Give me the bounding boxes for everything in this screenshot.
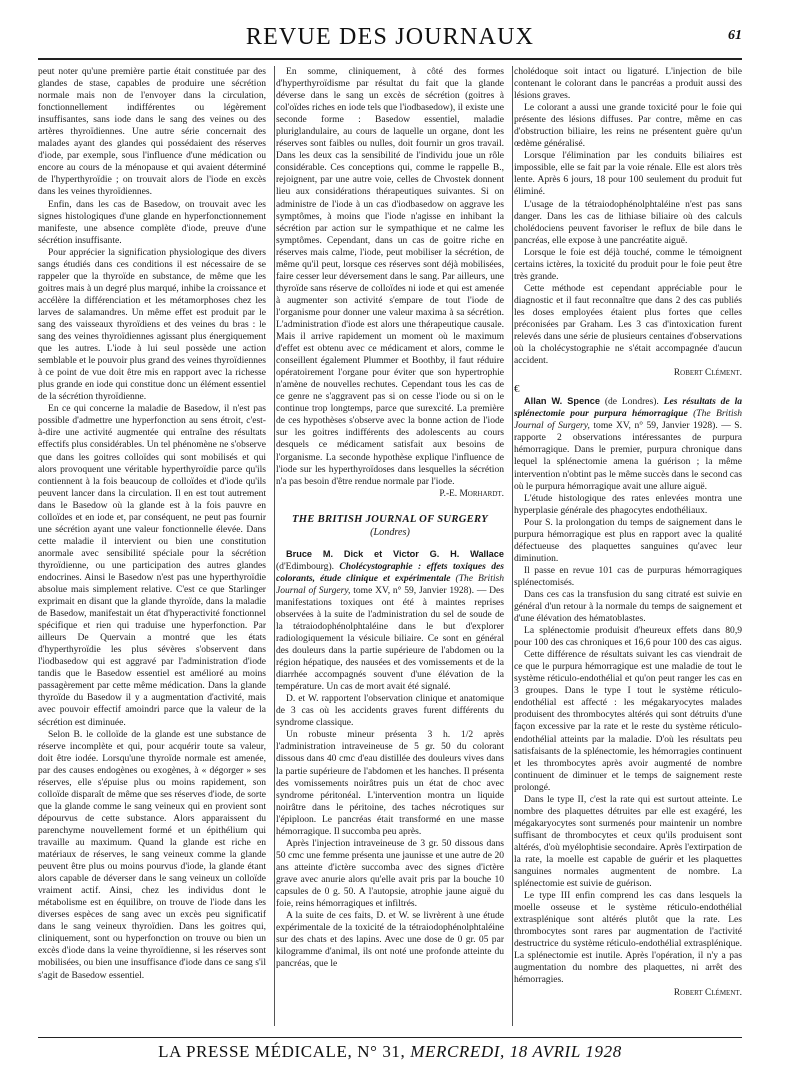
paragraph: La splénectomie produisit d'heureux effets dans 80,9 pour 100 des cas chroniques et 16,6 pour 100 des cas aigus. <box>514 625 742 649</box>
header-rule <box>38 58 742 60</box>
author-signature: Robert Clément. <box>673 368 742 379</box>
paragraph: A la suite de ces faits, D. et W. se livrèrent à une étude expérimentale de la toxicité de la tétraiodophénolphtaléine sur des chats et des lapins. Avec une dose de 0 gr. 05 par kilogramme d'animal, ils ont noté une profonde atteinte du pancréas, que le <box>276 910 504 970</box>
running-title: REVUE DES JOURNAUX <box>245 24 535 50</box>
article-lead: — S. rapporte 2 observations intéressantes de purpura hémorragique. Dans le premier, purpura chronique dans lequel la splénectomie amena la guérison ; la même intervention n'obtint pas le même succès dans le second cas où le purpura hémorragique avait une allure aiguë. <box>514 420 742 492</box>
text-columns <box>38 66 743 1032</box>
article-citation: (The British Journal of Surgery, <box>276 572 504 596</box>
article-authors: Allan W. Spence <box>524 396 600 407</box>
column-1 <box>38 66 266 1032</box>
column-2 <box>276 66 504 1032</box>
paragraph: Dans ces cas la transfusion du sang citraté est suivie en général d'un retour à la normale du temps de saignement et d'une élévation des hématoblastes. <box>514 588 742 625</box>
paragraph: En ce qui concerne la maladie de Basedow, il n'est pas possible d'admettre une hyperfonction au sens étroit, c'est-à-dire une activité augmentée qui entraîne des résultats effectifs plus considérables. Un tel phénomène ne s'observe que dans les goitres colloïdes qui sont mobilisés et qui alors provoquent une véritable hyperthyroïdie parce qu'ils contiennent à la fois beaucoup de colloïdes et d'iode qu'ils peuvent lancer dans la circulation. Il en est tout autrement dans le Basedow où la glande est à la fois pauvre en colloïdes et en iode et, par conséquent, ne peut pas fournir une sécrétion ayant une valeur fonctionnelle élevée. Dans cette maladie il intervient ou bien une constitution anormale avec sensibilité spéciale pour la sécrétion thyroïdienne, ou une participation des autres glandes endocrines. Ainsi le Basedow n'est pas une hyperthyroïdie absolue mais simplement relative. C'est ce que Starlinger exprimait en disant que la glande thyroïde, dans la maladie de Basedow, manifestait un état d'hyperactivité fonctionnel spécifique et rien qui traduise une hyperfonction. Par ailleurs De Quervain a montré que les états d'hyperthyroïdie les plus sévères s'observent dans l'iodbasedow qui est aggravé par l'administration d'iode tandis que le Basedow essentiel est amélioré au moins passagèrement par cette même médication. Dans la glande thyroïde du Basedow il y a augmentation d'activité, mais avec pouvoir effectif amoindri parce que la valeur de la sécrétion est diminuée. <box>38 403 266 728</box>
article-lead: — Des manifestations toxiques ont été à maintes reprises observées à la suite de l'administration du sel de soude de la tétraiodophénolphtaléine dans le but d'explorer radiologiquement la vésicule biliaire. Ce sont en général des douleurs dans la partie supérieure de l'abdomen ou la région hépatique, des nausées et des vomissements et de la diarrhée accompagnés souvent d'une élévation de la température. Un cas de mort avait été signalé. <box>276 584 504 693</box>
paragraph: cholédoque soit intact ou ligaturé. L'injection de bile contenant le colorant dans le pancréas a produit aussi des lésions graves. <box>514 66 742 102</box>
article-intro <box>514 395 742 492</box>
page-header <box>38 22 742 56</box>
paragraph: Après l'injection intraveineuse de 3 gr. 50 dissous dans 50 cmc une femme présenta une jaunisse et une autre de 20 ans atteinte d'ictère succomba avec des signes d'ictère grave avec anurie alors qu'elle avait pris par la bouche 10 capsules de 0 g. 50. A l'autopsie, atrophie jaune aiguë du foie, reins hémorragiques et infiltrés. <box>276 837 504 910</box>
paragraph: Le colorant a aussi une grande toxicité pour le foie qui présente des lésions diffuses. Par contre, même en cas d'obstruction biliaire, les reins ne présentent guère qu'un œdème généralisé. <box>514 102 742 150</box>
article-authors: Bruce M. Dick et Victor G. H. Wallace <box>286 548 504 559</box>
paragraph: Cette différence de résultats suivant les cas viendrait de ce que le purpura hémorragique est une maladie de tout le système réticulo-endothélial et qu'on peut ranger les cas en 3 groupes. Dans le type I tout le système réticulo-endothélial est affecté : les mégakaryocytes malades produisent des thrombocytes altérés qui sont détruits d'une façon excessive par la rate et le reste du système réticulo-endothélial atteints par la maladie. D'où les résultats peu satisfaisants de la splénectomie, les hémorragies continuent et les thrombocytes après avoir augmenté de nombre continuent de diminuer et le temps de saignement reste prolongé. <box>514 649 742 793</box>
paragraph: Pour S. la prolongation du temps de saignement dans le purpura hémorragique est plus en rapport avec la qualité défectueuse des plaquettes sanguines qu'avec leur diminution. <box>514 516 742 564</box>
paragraph: Il passe en revue 101 cas de purpuras hémorragiques splénectomisés. <box>514 564 742 588</box>
article-affiliation: (de Londres). <box>604 396 659 408</box>
paragraph: L'usage de la tétraiodophénolphtaléine n'est pas sans danger. Dans les cas de lithiase biliaire où des calculs cholédociens peuvent favoriser le reflux de bile dans le pancréas, elle expose à une pancréatite aiguë. <box>514 198 742 246</box>
article-title: Les résultats de la splénectomie pour purpura hémorragique <box>514 396 742 420</box>
article-title: Cholécystographie : effets toxiques des colorants, étude clinique et expérimentale <box>276 560 504 584</box>
section-break-mark: € <box>514 383 520 396</box>
paragraph: D. et W. rapportent l'observation clinique et anatomique de 3 cas où les accidents graves furent différents du syndrome classique. <box>276 693 504 729</box>
paragraph: L'étude histologique des rates enlevées montra une hyperplasie générale des phagocytes endothéliaux. <box>514 492 742 516</box>
paragraph: Selon B. le colloïde de la glande est une substance de réserve incomplète et qui, pour acquérir toute sa valeur, doit être iodée. Lorsqu'une thyroïde normale est amenée, par des causes endogènes ou exogènes, à « dégorger » ses réserves, elle s'épuise plus ou moins rapidement, son colloïde disparaît de même que ses réserves d'iode, de sorte que la glande comme le sang veineux qui en provient sont dépourvus de cette substance. Alors apparaissent du parenchyme nouvellement formé et un épithélium qui travaille au maximum. Quand la glande est riche en matériaux de réserves, le sang veineux comme la glande peuvent être plus ou moins pourvus d'iode, la glande étant alors capable de déverser dans le sang veineux un colloïde vraiment actif. Ainsi, chez les individus dont le métabolisme est en équilibre, on trouve de l'iode dans les diverses espèces de sang avec un excès peu significatif dans le sang veineux thyroïdien. Dans les goitres qui, cliniquement, sont ou hyperfonction on trouve ou bien un excès d'iode dans la veine thyroïdienne, si les réserves sont mobilisées, ou bien une insuffisance d'iode dans ce sang s'il s'agit de Basedow essentiel. <box>38 728 266 981</box>
page-footer <box>38 1042 742 1062</box>
paragraph: Le type III enfin comprend les cas dans lesquels la moelle osseuse et le système réticulo-endothélial extrasplénique sont altérés plutôt que la rate. Les thrombocytes sont rares par augmentation de l'activité destructrice du système réticulo-endothélial extrasplénique. La splénectomie est inutile. Après l'opération, il n'y a pas augmentation du nombre des plaquettes, ni arrêt des hémorragies. <box>514 890 742 986</box>
article-citation: (The British Journal of Surgery, <box>514 408 742 432</box>
footer-date: MERCREDI, 18 AVRIL 1928 <box>410 1042 622 1061</box>
author-signature: P.-E. Morhardt. <box>439 488 504 499</box>
page-number: 61 <box>728 28 742 43</box>
journal-city: (Londres) <box>370 526 410 538</box>
paragraph: En somme, cliniquement, à côté des formes d'hyperthyroïdisme par résultat du fait que la glande déverse dans le sang un excès de sécrétion (goitres à col'oïdes riches en iode tels que l'iodbasedow), il existe une seconde forme : Basedow essentiel, maladie pluriglandulaire, au cours de laquelle un organe, dont les réserves sont faibles ou nulles, doit fournir un gros travail. Dans les deux cas la sensibilité de l'individu joue un rôle considérable. Ces conceptions qui, comme le rappelle B., rejoignent, par une autre voie, celles de Chvostek donnent lieu aux considérations thérapeutiques suivantes. Si on administre de l'iode à un cas d'iodbasedow on aggrave les symptômes, à moins que l'iode n'agisse en inhibant la sécrétion par action sur le sympathique et ne calme les symptômes. Cependant, dans un cas de goitre riche en réserves mais calme, l'iode, peut mobiliser la sécrétion, de même qu'il peut, lorsque ces réserves sont déjà mobilisées, faire cesser leur déversement dans le sang. Par ailleurs, une thyroïde sans réserve de colloïdes ni iode et qui est amenée à augmenter son activité s'empare de tout l'iode de l'organisme pour donner une valeur maxima à sa sécrétion. L'administration d'iode est alors une thérapeutique causale. Mais il arrive rapidement un moment où le maximum d'effet est obtenu avec ce médicament et alors, comme le conseillent également Plummer et Boothby, il faut réduire opératoirement l'organe pour éviter que son hypertrophie n'amène de nouvelles rechutes. Cependant tous les cas de ce genre ne s'aggravent pas si on cesse l'iode ou si on le continue trop longtemps, parce que surexcité. La première de ces hypothèses s'observe avec la bonne action de l'iode sur les goitres indifférents des adolescents au cours desquels ce médicament satisfait aux besoins de l'organisme. La seconde hypothèse explique l'influence de l'iode sur les hyperthyroïdoses dans lesquelles la sécrétion n'a pas besoin d'être rendue normale par l'iode. <box>276 66 504 487</box>
column-3 <box>514 66 742 1032</box>
paragraph: Pour apprécier la signification physiologique des divers sangs étudiés dans ces conditions il est nécessaire de se rappeler que la thyroïde en substance, de même que les goitres mais à un degré plus marqué, inhibe la croissance et accélère la différenciation et les métamorphoses chez les larves de salamandres. Un même effet est produit par le sang des vaisseaux thyroïdiens et des veines du bras : le sang des veines thyroïdiennes agissant plus énergiquement que les autres. L'iode à lui seul possède une action semblable et le pouvoir plus grand des veines thyroïdiennes à ce point de vue doit être mis en rapport avec la richesse plus grande en iode qui constitue donc un élément essentiel de la sécrétion thyroïdienne. <box>38 246 266 403</box>
paragraph: Lorsque l'élimination par les conduits biliaires est impossible, elle se fait par la voie rénale. Elle est alors très lente. Après 6 jours, 18 pour 100 seulement du produit fut éliminé. <box>514 150 742 198</box>
article-intro <box>276 548 504 694</box>
paragraph: Enfin, dans les cas de Basedow, on trouvait avec les signes histologiques d'une glande en hyperfonctionnement manifeste, une absence complète d'iode, preuve d'une sécrétion insuffisante. <box>38 198 266 246</box>
journal-title: THE BRITISH JOURNAL OF SURGERY <box>291 513 488 525</box>
paragraph: Un robuste mineur présenta 3 h. 1/2 après l'administration intraveineuse de 5 gr. 50 du colorant dissous dans 40 cmc d'eau distillée des douleurs vives dans la partie supérieure de l'abdomen et les hanches. Il présenta des vomissements noirâtres puis un état de choc avec syndrome péritonéal. L'intervention montra un liquide noirâtre dans le péritoine, des taches nécrotiques sur l'épiploon. Le pancréas était transformé en une masse hémorragique. Il succomba peu après. <box>276 729 504 837</box>
paragraph: Dans le type II, c'est la rate qui est surtout atteinte. Le nombre des plaquettes détruites par elle est exagéré, les mégakaryocytes sont surmenés pour maintenir un nombre suffisant de thrombocytes et ceux qu'ils produisent sont altérés, d'où myélophtisie secondaire. Après l'extirpation de la rate, la moelle est capable de guérir et les plaquettes sanguines normales augmentent de nombre. La splénectomie est suivie de guérison. <box>514 793 742 890</box>
footer-rule <box>38 1037 742 1038</box>
article-affiliation: (d'Edimbourg). <box>276 560 335 572</box>
article-reference: tome XV, n° 59, Janvier 1928). <box>353 584 475 596</box>
author-signature: Robert Clément. <box>673 987 742 998</box>
article-reference: tome XV, n° 59, Janvier 1928). <box>593 420 718 432</box>
paragraph: Lorsque le foie est déjà touché, comme le témoignent certains ictères, la toxicité du produit pour le foie peut être très grande. <box>514 246 742 282</box>
paragraph: Cette méthode est cependant appréciable pour le diagnostic et il faut reconnaître que dans 2 des cas publiés les doses employées étaient plus fortes que celles préconisées par Graham. Les 3 cas d'intoxication furent relevés dans une série de plusieurs centaines d'observations où la cholécystographie ne s'était accompagnée d'aucun accident. <box>514 282 742 367</box>
footer-publication: LA PRESSE MÉDICALE, N° 31, <box>158 1042 406 1061</box>
paragraph: peut noter qu'une première partie était constituée par des glandes de stase, capables de produire une sécrétion normale mais non de l'envoyer dans la circulation, fonctionnellement indifférentes ou légèrement insuffisantes, sans iode dans le sang des veines ou des artères thyroïdiennes. Une autre série concernait des malades ayant des glandes qui possédaient des réserves d'iode, par exemple, sous l'influence d'une médication ou encore au cours de la ménopause et qui avaient déterminé de l'hyperthyroïdie ; on trouvait alors de l'iode en excès dans les veines thyroïdiennes. <box>38 66 266 198</box>
